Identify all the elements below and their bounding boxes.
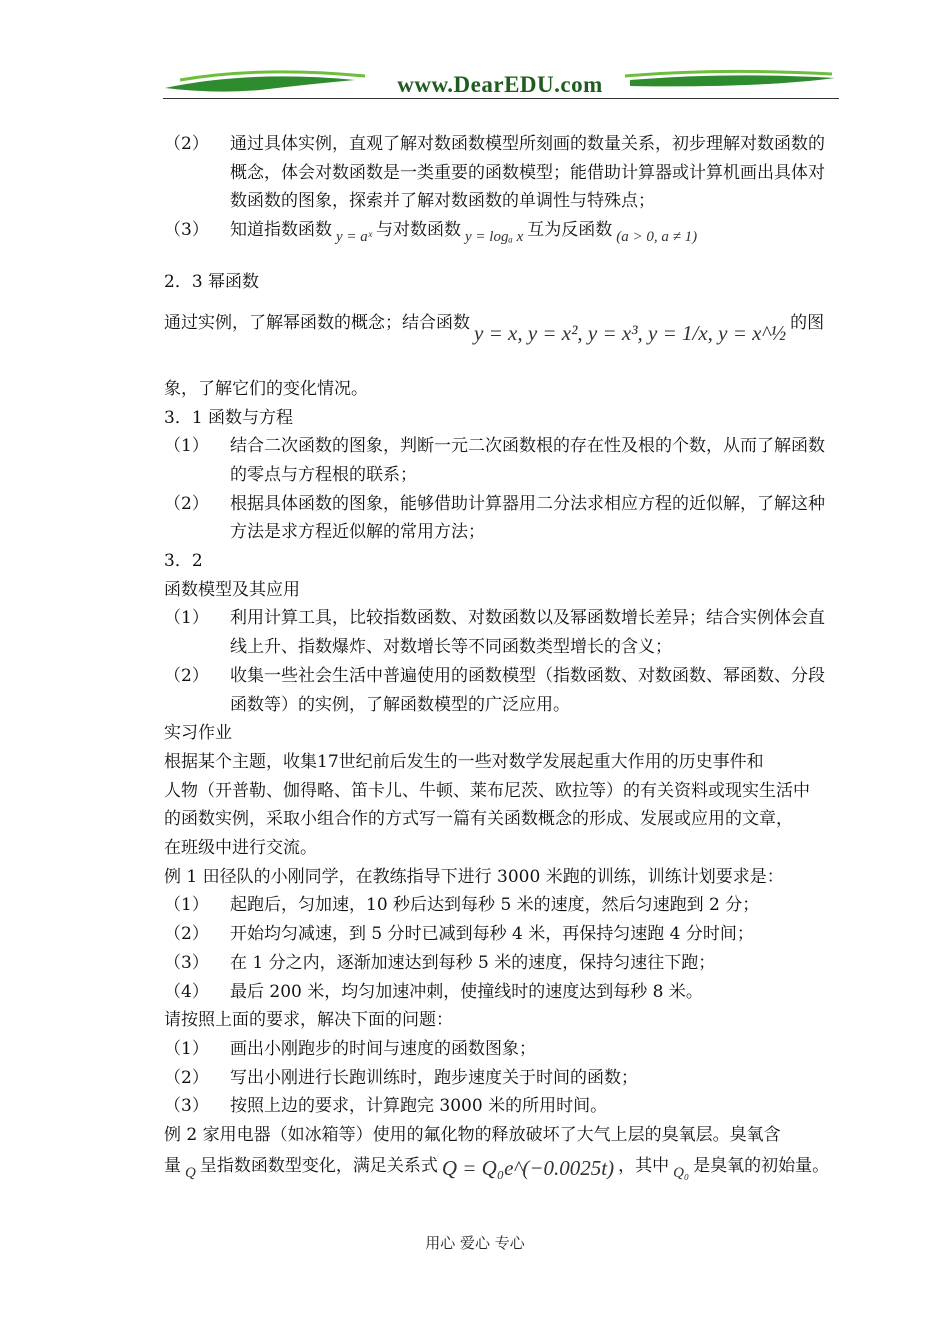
item-text: 画出小刚跑步的时间与速度的函数图象； xyxy=(230,1038,536,1059)
formula-q: Q xyxy=(185,1164,196,1181)
list-item xyxy=(164,920,840,949)
formula-ozone-decay: Q = Q₀e^(−0.0025t) xyxy=(441,1155,615,1180)
list-item xyxy=(164,490,840,547)
list-item xyxy=(164,130,840,216)
paragraph xyxy=(164,309,840,375)
list-item xyxy=(164,604,840,661)
list-item xyxy=(164,978,840,1007)
text: 知道指数函数 xyxy=(230,220,332,241)
site-url[interactable]: www.DearEDU.com xyxy=(397,72,603,97)
formula-exponential: y = aˣ xyxy=(336,229,373,246)
item-number: （1） xyxy=(164,1038,209,1059)
item-text: 按照上边的要求，计算跑完 3000 米的所用时间。 xyxy=(230,1096,608,1117)
item-number: （3） xyxy=(164,952,209,973)
item-number: （2） xyxy=(164,134,209,154)
item-text: 收集一些社会生活中普遍使用的函数模型（指数函数、对数函数、幂函数、分段函数等）的实例，了解函数模型的广泛应用。 xyxy=(230,665,825,715)
text: 是臭氧的初始量。 xyxy=(693,1155,830,1176)
document-body xyxy=(164,130,840,1182)
item-number: （1） xyxy=(164,895,209,916)
example-heading: 例 1 田径队的小刚同学，在教练指导下进行 3000 米跑的训练，训练计划要求是： xyxy=(164,866,784,887)
item-number: （2） xyxy=(164,665,209,686)
item-text: 结合二次函数的图象，判断一元二次函数根的存在性及根的个数，从而了解函数的零点与方程根的联系； xyxy=(230,436,825,485)
example-heading: 例 2 家用电器（如冰箱等）使用的氟化物的释放破坏了大气上层的臭氧层。臭氧含 xyxy=(164,1125,781,1146)
section-heading: 实习作业 xyxy=(164,723,232,744)
header-rule xyxy=(163,98,839,99)
text: 呈指数函数型变化，满足关系式 xyxy=(199,1155,438,1176)
item-text: 利用计算工具，比较指数函数、对数函数以及幂函数增长差异；结合实例体会直线上升、指数爆炸、对数增长等不同函数类型增长的含义； xyxy=(230,608,825,658)
list-item xyxy=(164,949,840,978)
item-number: （1） xyxy=(164,608,209,629)
item-text: 写出小刚进行长跑训练时，跑步速度关于时间的函数； xyxy=(230,1067,638,1088)
list-item xyxy=(164,432,840,489)
item-text: 根据具体函数的图象，能够借助计算器用二分法求相应方程的近似解，了解这种方法是求方程近似解的常用方法； xyxy=(230,493,825,543)
text: 通过实例，了解幂函数的概念；结合函数 xyxy=(164,312,470,333)
formula-condition: (a > 0, a ≠ 1) xyxy=(616,229,698,246)
item-number: （3） xyxy=(164,220,209,241)
list-item xyxy=(164,1035,840,1064)
section-heading: 3．1 函数与方程 xyxy=(164,407,294,428)
item-text: 通过具体实例，直观了解对数函数模型所刻画的数量关系，初步理解对数函数的概念，体会对数函数是一类重要的函数模型；能借助计算器或计算机画出具体对数函数的图象，探索并了解对数函数的单调性与特殊点； xyxy=(230,134,825,212)
item-text: 起跑后，匀加速，10 秒后达到每秒 5 米的速度，然后匀速跑到 2 分； xyxy=(230,895,760,916)
item-number: （3） xyxy=(164,1096,209,1117)
formula-power-functions: y = x, y = x², y = x³, y = 1/x, y = x^½ xyxy=(474,320,787,345)
paragraph-line xyxy=(164,1150,840,1182)
section-heading: 3．2 xyxy=(164,551,203,572)
paragraph-line: 在班级中进行交流。 xyxy=(164,838,317,859)
site-header xyxy=(160,62,840,102)
paragraph-line: 人物（开普勒、伽得略、笛卡儿、牛顿、莱布尼茨、欧拉等）的有关资料或现实生活中 xyxy=(164,780,810,801)
list-item xyxy=(164,662,840,719)
item-number: （2） xyxy=(164,493,209,514)
text: 互为反函数 xyxy=(527,220,613,241)
question-heading: 请按照上面的要求，解决下面的问题： xyxy=(164,1010,453,1031)
item-number: （1） xyxy=(164,436,209,457)
text: 量 xyxy=(164,1155,181,1176)
item-number: （4） xyxy=(164,981,209,1002)
formula-logarithm: y = logₐ x xyxy=(465,229,524,246)
list-item xyxy=(164,1092,840,1121)
item-text: 在 1 分之内，逐渐加速达到每秒 5 米的速度，保持匀速往下跑； xyxy=(230,952,716,973)
section-heading: 2．3 幂函数 xyxy=(164,272,260,293)
list-item xyxy=(164,1064,840,1093)
text: ，其中 xyxy=(618,1155,670,1176)
list-item xyxy=(164,216,840,256)
section-title: 函数模型及其应用 xyxy=(164,579,300,600)
paragraph-line: 根据某个主题，收集17世纪前后发生的一些对数学发展起重大作用的历史事件和 xyxy=(164,751,764,772)
page-footer: 用心 爱心 专心 xyxy=(425,1234,525,1252)
item-text: 开始均匀减速，到 5 分时已减到每秒 4 米，再保持匀速跑 4 分时间； xyxy=(230,924,754,945)
paragraph: 象，了解它们的变化情况。 xyxy=(164,378,368,399)
item-number: （2） xyxy=(164,924,209,945)
text: 的图 xyxy=(790,312,825,333)
formula-q0: Q₀ xyxy=(673,1164,690,1181)
paragraph-line: 的函数实例，采取小组合作的方式写一篇有关函数概念的形成、发展或应用的文章， xyxy=(164,809,793,830)
text: 与对数函数 xyxy=(376,220,462,241)
item-number: （2） xyxy=(164,1067,209,1088)
list-item xyxy=(164,891,840,920)
item-text: 最后 200 米，均匀加速冲刺，使撞线时的速度达到每秒 8 米。 xyxy=(230,981,703,1002)
